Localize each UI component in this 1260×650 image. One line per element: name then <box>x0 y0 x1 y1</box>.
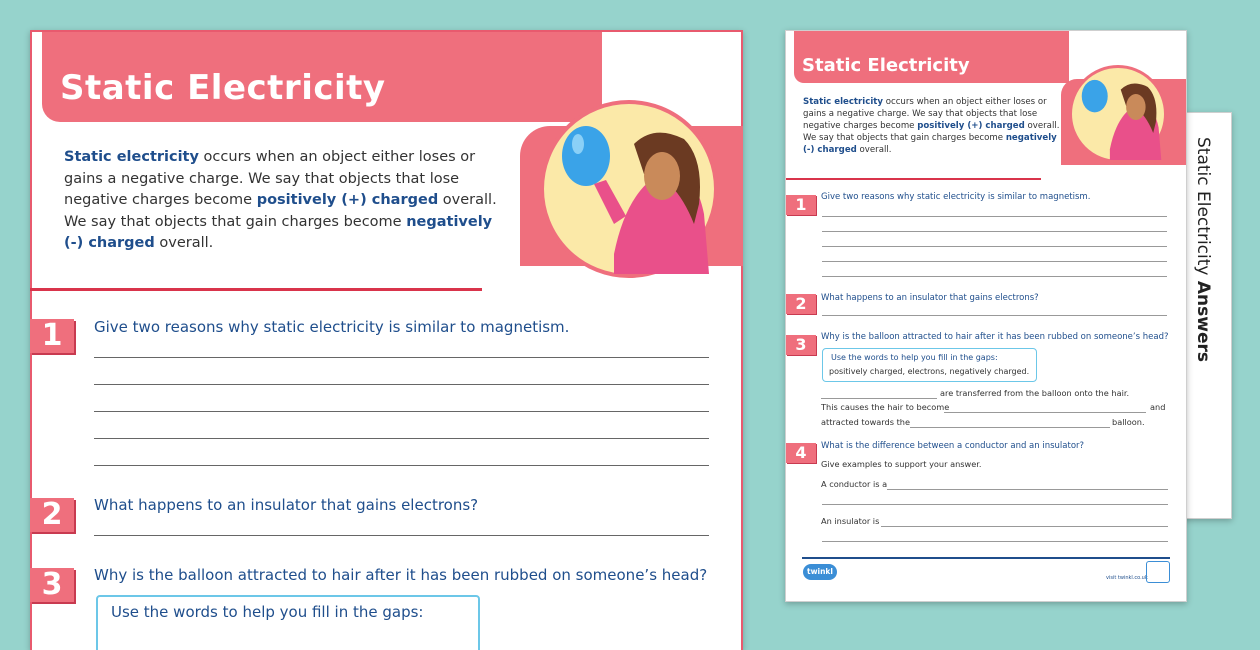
question-1-text: Give two reasons why static electricity is similar to magnetism. <box>821 192 1091 202</box>
answer-line[interactable] <box>94 535 709 536</box>
footer-text: visit twinkl.co.uk <box>1106 575 1148 581</box>
answer-line[interactable] <box>822 504 1168 505</box>
answer-line[interactable] <box>94 411 709 412</box>
divider <box>786 178 1041 180</box>
answers-card-label: Static Electricity Answers <box>1193 137 1213 362</box>
answer-line[interactable] <box>944 412 1146 413</box>
question-3-text: Why is the balloon attracted to hair after it has been rubbed on someone’s head? <box>821 332 1169 342</box>
answer-line[interactable] <box>910 427 1110 428</box>
answer-line[interactable] <box>94 357 709 358</box>
answer-line[interactable] <box>821 398 937 399</box>
question-2-text: What happens to an insulator that gains electrons? <box>821 293 1039 303</box>
page-title: Static Electricity <box>60 68 386 108</box>
answer-line[interactable] <box>887 489 1168 490</box>
question-4-text: What is the difference between a conductor and an insulator? <box>821 441 1085 451</box>
page-title-small: Static Electricity <box>802 55 970 76</box>
girl-balloon-illustration-small <box>1069 65 1167 163</box>
intro-paragraph: Static electricity occurs when an object either loses or gains a negative charge. We say that objects that lose negative charges become positively (+) charged overall. We say that objects that gain charges become negatively (-) charged overall. <box>64 149 497 251</box>
intro-paragraph-small: Static electricity occurs when an object either loses or gains a negative charge. We say that objects that lose negative charges become positively (+) charged overall. We say that objects that gain charges become negatively (-) charged overall. <box>803 97 1060 155</box>
balloon-hair-icon <box>1072 68 1164 160</box>
answer-line[interactable] <box>94 384 709 385</box>
question-number: 1 <box>786 195 816 215</box>
question-1-text: Give two reasons why static electricity is similar to magnetism. <box>94 318 570 336</box>
answer-line[interactable] <box>822 541 1168 542</box>
twinkl-logo: twinkl <box>803 564 837 580</box>
hint-box: Use the words to help you fill in the gaps: positively charged, electrons, negatively charged. <box>822 348 1037 382</box>
hint-box: Use the words to help you fill in the gaps: <box>96 595 480 650</box>
question-number: 1 <box>30 319 74 353</box>
answer-line[interactable] <box>822 216 1167 217</box>
answer-line[interactable] <box>822 315 1167 316</box>
answer-line[interactable] <box>822 261 1167 262</box>
footer-divider <box>802 557 1170 559</box>
question-number: 3 <box>30 568 74 602</box>
question-3-text: Why is the balloon attracted to hair after it has been rubbed on someone’s head? <box>94 566 708 584</box>
answer-line[interactable] <box>881 526 1168 527</box>
answer-line[interactable] <box>94 438 709 439</box>
balloon-hair-icon <box>544 104 714 274</box>
question-2-text: What happens to an insulator that gains electrons? <box>94 496 479 514</box>
question-number: 4 <box>786 443 816 463</box>
badge-icon <box>1146 561 1170 583</box>
question-number: 3 <box>786 335 816 355</box>
divider <box>30 288 482 291</box>
worksheet-page-small: Static Electricity Static electricity occurs when an object either loses or gains a negative charge. We say that objects that lose negative charges become positively (+) charged overall. We say that objects that gain charges become negatively (-) charged overall. 1 Give two reasons why static electricity is similar to magnetism. 2 What happens to an insulator that gains electrons? 3 Why is the balloon attracted to hair after it has been rubbed on someone’s head? Use the words to help you fill in the gaps: positively charged, electrons, negatively charged. are transferred from the balloon onto the hair. This causes the hair to become and attracted towards the balloon. 4 What is the difference between a conductor and an insulator? Give examples to support your answer. A conductor is a An insulator is twinkl visit twinkl.co.uk <box>785 30 1187 602</box>
girl-balloon-illustration <box>540 100 718 278</box>
answers-card <box>1182 112 1232 519</box>
answer-line[interactable] <box>822 246 1167 247</box>
answer-line[interactable] <box>822 276 1167 277</box>
question-number: 2 <box>30 498 74 532</box>
answer-line[interactable] <box>94 465 709 466</box>
question-number: 2 <box>786 294 816 314</box>
answer-line[interactable] <box>822 231 1167 232</box>
worksheet-page-large <box>30 30 743 650</box>
